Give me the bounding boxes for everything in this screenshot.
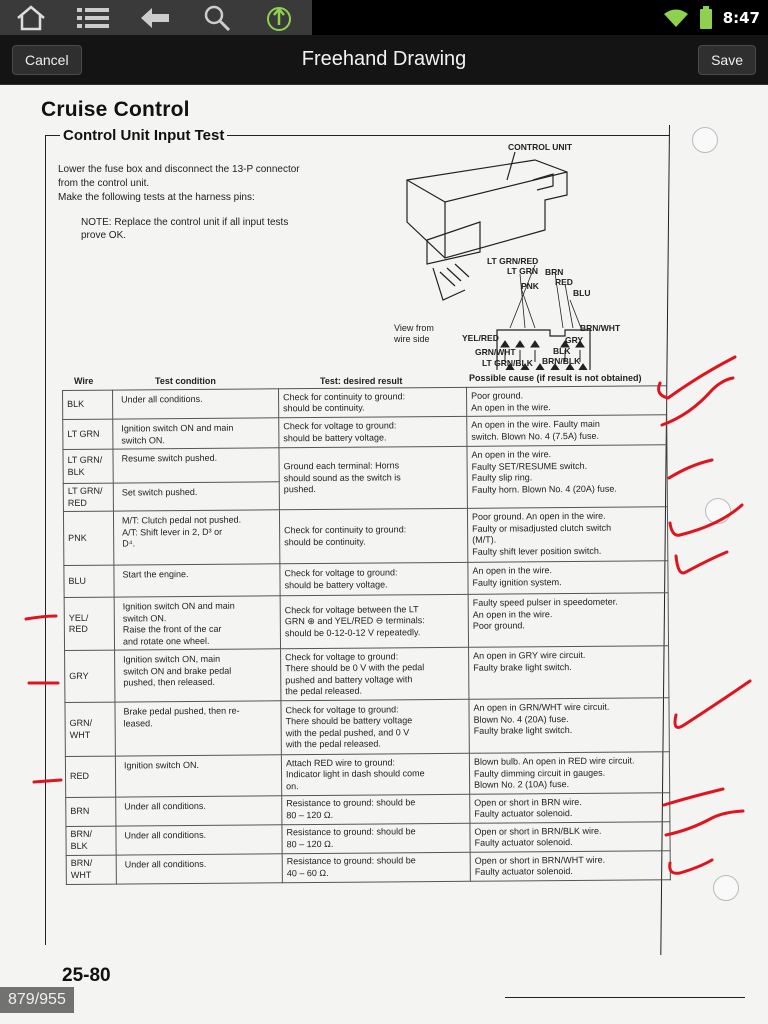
table-row bbox=[63, 507, 667, 566]
wire-cell: PNK bbox=[63, 511, 113, 565]
back-button[interactable] bbox=[124, 0, 186, 35]
condition-cell: Brake pedal pushed, then re- leased. bbox=[115, 701, 281, 756]
document-title: Cruise Control bbox=[41, 98, 190, 121]
cause-cell: Blown bulb. An open in RED wire circuit. Faulty dimming circuit in gauges. Blown No. 2 (10A) fuse. bbox=[469, 752, 669, 794]
cause-cell: An open in the wire. Faulty SET/RESUME switch. Faulty slip ring. Faulty horn. Blown No. 4 (20A) fuse. bbox=[467, 445, 667, 509]
cause-cell: Poor ground. An open in the wire. bbox=[466, 386, 666, 417]
footer-rule bbox=[505, 997, 745, 998]
condition-cell: M/T: Clutch pedal not pushed. A/T: Shift lever in 2, D³ or D⁴. bbox=[113, 510, 279, 565]
table-row bbox=[65, 646, 669, 703]
wire-cell: GRN/ WHT bbox=[65, 702, 115, 756]
status-indicators bbox=[663, 0, 760, 35]
note-text: NOTE: Replace the control unit if all input tests prove OK. bbox=[81, 217, 289, 241]
table-row bbox=[66, 850, 670, 884]
wire-cell: BLU bbox=[64, 565, 114, 597]
search-button[interactable] bbox=[186, 0, 248, 35]
menu-icon bbox=[77, 7, 109, 29]
wire-cell: BRN/ BLK bbox=[66, 826, 116, 855]
upload-button[interactable] bbox=[248, 0, 310, 35]
test-cell: Attach RED wire to ground: Indicator light in dash should come on. bbox=[281, 753, 469, 795]
test-cell: Resistance to ground: should be 80 – 120 Ω. bbox=[282, 794, 470, 824]
wire-cell: BRN bbox=[66, 797, 116, 826]
column-header-cause: Possible cause (if result is not obtained) bbox=[469, 373, 642, 383]
ink-stroke bbox=[669, 460, 712, 478]
test-cell: Check for voltage to ground: There should be battery voltage with the pedal pushed, and 0 V with the pedal released. bbox=[281, 699, 469, 754]
column-header-wire: Wire bbox=[74, 376, 94, 386]
save-button[interactable]: Save bbox=[698, 45, 756, 75]
cancel-button[interactable]: Cancel bbox=[12, 45, 82, 75]
ink-stroke bbox=[664, 789, 723, 805]
input-test-table bbox=[62, 385, 671, 884]
page-number: 25-80 bbox=[62, 965, 111, 986]
ink-stroke bbox=[666, 811, 743, 835]
home-icon bbox=[16, 5, 46, 31]
test-cell: Check for voltage to ground: should be battery voltage. bbox=[279, 416, 467, 447]
menu-button[interactable] bbox=[62, 0, 124, 35]
status-bar bbox=[0, 0, 768, 35]
wire-cell: YEL/ RED bbox=[64, 597, 114, 650]
ink-stroke bbox=[670, 860, 712, 873]
system-nav-bar bbox=[0, 0, 312, 35]
test-cell: Check for voltage between the LT GRN ⊕ and YEL/RED ⊖ terminals: should be 0-12-0-12 V repeatedly. bbox=[280, 594, 468, 648]
wire-cell: RED bbox=[65, 756, 115, 797]
test-cell: Check for voltage to ground: should be battery voltage. bbox=[280, 562, 468, 595]
view-label: View from wire side bbox=[394, 323, 434, 344]
table-row bbox=[65, 752, 669, 797]
condition-cell: Start the engine. bbox=[114, 564, 280, 597]
table-row bbox=[64, 593, 668, 651]
condition-cell: Under all conditions. bbox=[116, 795, 282, 825]
test-cell: Resistance to ground: should be 40 – 60 Ω. bbox=[282, 852, 470, 882]
column-header-test: Test: desired result bbox=[320, 376, 403, 386]
test-cell: Ground each terminal: Horns should sound as the switch is pushed. bbox=[279, 446, 467, 509]
wire-cell: LT GRN bbox=[63, 419, 113, 449]
connector-diagram: CONTROL UNIT LT GRN/RED LT GRN BRN PNK RED BLU BRN/WHT YEL/RED GRY GRN/WHT BLK LT GRN/BLK BRN/BLK View from wire side bbox=[385, 140, 655, 370]
intro-text: Lower the fuse box and disconnect the 13-P connector from the control unit. Make the following tests at the harness pins: bbox=[58, 164, 300, 203]
wire-cell: BRN/ WHT bbox=[66, 855, 116, 884]
cause-cell: Poor ground. An open in the wire. Faulty or misadjusted clutch switch (M/T). Faulty shift lever position switch. bbox=[467, 507, 667, 563]
ink-stroke bbox=[659, 357, 735, 398]
ink-stroke bbox=[662, 378, 733, 425]
condition-cell: Ignition switch ON, main switch ON and brake pedal pushed, then released. bbox=[115, 649, 281, 702]
battery-icon bbox=[699, 6, 713, 30]
table-row bbox=[64, 561, 668, 598]
condition-cell: Ignition switch ON and main switch ON. bbox=[113, 418, 279, 449]
wire-cell: GRY bbox=[65, 650, 115, 702]
ink-stroke bbox=[34, 780, 61, 782]
section-title: Control Unit Input Test bbox=[60, 127, 227, 144]
condition-cell: Under all conditions. bbox=[116, 824, 282, 854]
wifi-icon bbox=[663, 8, 689, 28]
home-button[interactable] bbox=[0, 0, 62, 35]
ink-stroke bbox=[26, 616, 56, 619]
ink-stroke bbox=[676, 552, 727, 573]
upload-icon bbox=[266, 4, 292, 32]
table-row bbox=[63, 445, 667, 484]
test-cell: Resistance to ground: should be 80 – 120 Ω. bbox=[282, 823, 470, 853]
condition-cell: Resume switch pushed. bbox=[113, 448, 279, 483]
condition-cell: Under all conditions. bbox=[113, 389, 279, 419]
cause-cell: Open or short in BRN/WHT wire. Faulty actuator solenoid. bbox=[470, 850, 670, 881]
table-row bbox=[66, 821, 670, 855]
condition-cell: Set switch pushed. bbox=[113, 482, 279, 511]
binder-hole bbox=[692, 127, 718, 153]
wire-cell: BLK bbox=[63, 390, 113, 419]
search-icon bbox=[203, 5, 231, 31]
test-cell: Check for voltage to ground: There should be 0 V with the pedal pushed and battery voltage with the pedal released. bbox=[281, 647, 469, 700]
condition-cell: Ignition switch ON and main switch ON. Raise the front of the car and rotate one wheel. bbox=[114, 596, 280, 650]
column-header-condition: Test condition bbox=[155, 376, 216, 386]
cause-cell: An open in the wire. Faulty ignition system. bbox=[468, 561, 668, 595]
table-row bbox=[65, 698, 669, 757]
drawing-canvas[interactable] bbox=[0, 85, 768, 1024]
condition-cell: Ignition switch ON. bbox=[115, 755, 281, 797]
action-bar bbox=[0, 35, 768, 85]
test-cell: Check for continuity to ground: should be continuity. bbox=[279, 508, 467, 563]
cause-cell: An open in the wire. Faulty main switch. Blown No. 4 (7.5A) fuse. bbox=[467, 415, 667, 447]
screen-title: Freehand Drawing bbox=[301, 48, 467, 70]
test-cell: Check for continuity to ground: should be continuity. bbox=[278, 387, 466, 417]
cause-cell: An open in GRN/WHT wire circuit. Blown No. 4 (20A) fuse. Faulty brake light switch. bbox=[469, 698, 669, 754]
binder-hole bbox=[705, 498, 731, 524]
back-icon bbox=[140, 7, 170, 29]
page-counter: 879/955 bbox=[0, 987, 74, 1013]
frame-border bbox=[45, 135, 46, 945]
cause-cell: Open or short in BRN wire. Faulty actuator solenoid. bbox=[470, 792, 670, 823]
table-row bbox=[66, 792, 670, 826]
condition-cell: Under all conditions. bbox=[116, 853, 282, 883]
cause-cell: An open in GRY wire circuit. Faulty brake light switch. bbox=[469, 646, 669, 700]
wire-cell: LT GRN/ BLK bbox=[63, 449, 113, 483]
cause-cell: Open or short in BRN/BLK wire. Faulty actuator solenoid. bbox=[470, 821, 670, 852]
wire-cell: LT GRN/ RED bbox=[63, 483, 113, 511]
table-row bbox=[63, 386, 667, 420]
cause-cell: Faulty speed pulser in speedometer. An open in the wire. Poor ground. bbox=[468, 593, 668, 648]
binder-hole bbox=[713, 875, 739, 901]
ink-stroke bbox=[675, 681, 750, 727]
clock: 8:47 bbox=[722, 8, 760, 27]
table-row bbox=[63, 415, 667, 450]
control-unit-label: CONTROL UNIT bbox=[508, 142, 573, 152]
